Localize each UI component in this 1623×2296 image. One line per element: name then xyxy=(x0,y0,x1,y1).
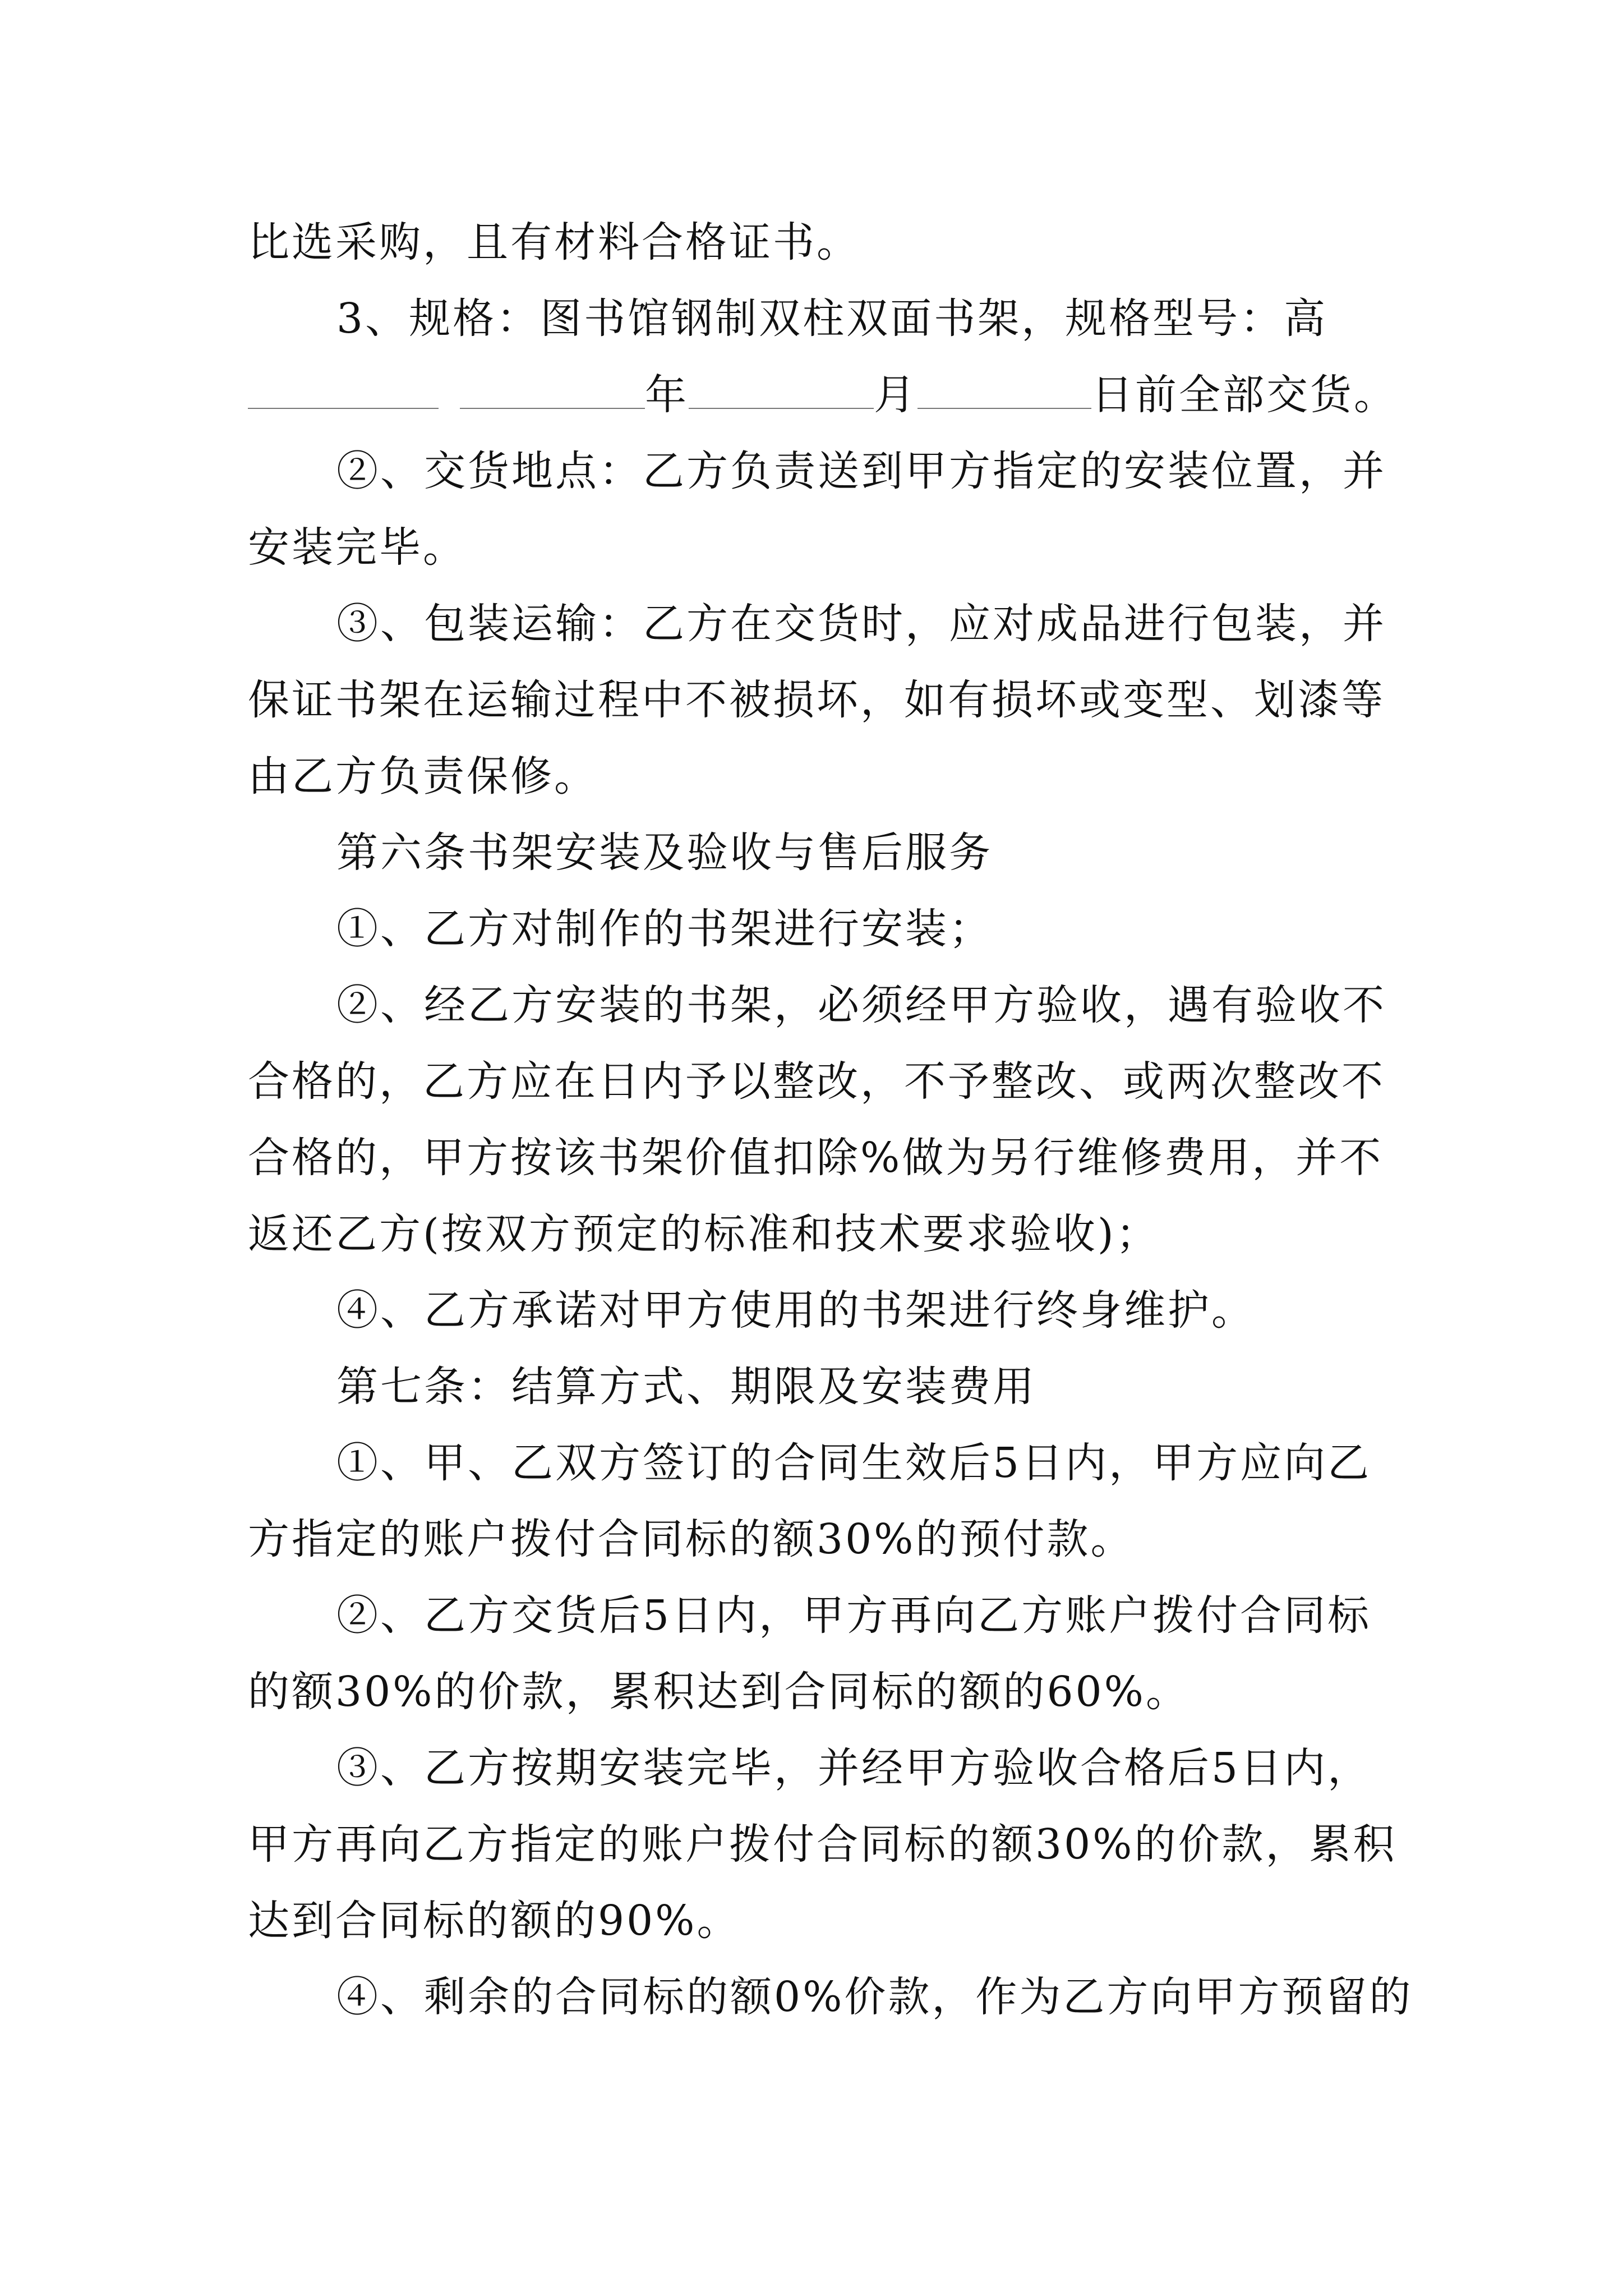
paragraph-line: ③、乙方按期安装完毕，并经甲方验收合格后5日内， xyxy=(336,1744,1372,1792)
paragraph-line: 甲方再向乙方指定的账户拨付合同标的额30%的价款，累积 xyxy=(248,1820,1397,1869)
paragraph-line: ③、包装运输：乙方在交货时，应对成品进行包装，并 xyxy=(336,600,1386,648)
delivery-date-line xyxy=(248,357,1398,433)
blank-field xyxy=(460,364,645,409)
paragraph-line: 方指定的账户拨付合同标的额30%的预付款。 xyxy=(248,1515,1135,1563)
month-label: 月 xyxy=(874,371,917,419)
paragraph-line: 安装完毕。 xyxy=(248,523,467,572)
paragraph-line: ④、乙方承诺对甲方使用的书架进行终身维护。 xyxy=(336,1286,1255,1335)
paragraph-line: 比选采购，且有材料合格证书。 xyxy=(248,218,860,266)
delivery-tail-text: 日前全部交货。 xyxy=(1091,371,1398,419)
paragraph-line: 保证书架在运输过程中不被损坏，如有损坏或变型、划漆等 xyxy=(248,676,1385,724)
paragraph-line: 由乙方负责保修。 xyxy=(248,752,598,800)
section-heading: 第七条：结算方式、期限及安装费用 xyxy=(336,1363,1036,1411)
paragraph-line: 合格的，乙方应在日内予以整改，不予整改、或两次整改不 xyxy=(248,1057,1385,1106)
paragraph-line: 返还乙方(按双方预定的标准和技术要求验收)； xyxy=(248,1210,1160,1258)
paragraph-line: ①、乙方对制作的书架进行安装； xyxy=(336,905,993,953)
section-heading: 第六条书架安装及验收与售后服务 xyxy=(336,829,993,877)
paragraph-line: 3、规格：图书馆钢制双柱双面书架，规格型号：高 xyxy=(336,295,1328,343)
blank-field xyxy=(689,364,874,409)
paragraph-line: 达到合同标的额的90%。 xyxy=(248,1897,741,1945)
paragraph-line: ②、经乙方安装的书架，必须经甲方验收，遇有验收不 xyxy=(336,981,1386,1029)
paragraph-line: ①、甲、乙双方签订的合同生效后5日内，甲方应向乙 xyxy=(336,1439,1372,1487)
paragraph-line: ②、交货地点：乙方负责送到甲方指定的安装位置，并 xyxy=(336,447,1386,495)
document-body xyxy=(248,204,1413,2035)
paragraph-line: 的额30%的价款，累积达到合同标的额的60%。 xyxy=(248,1668,1189,1716)
year-label: 年 xyxy=(645,371,689,419)
paragraph-line: ②、乙方交货后5日内，甲方再向乙方账户拨付合同标 xyxy=(336,1591,1372,1640)
blank-field xyxy=(917,364,1091,409)
paragraph-line: ④、剩余的合同标的额0%价款，作为乙方向甲方预留的 xyxy=(336,1973,1413,2021)
paragraph-line: 合格的，甲方按该书架价值扣除%做为另行维修费用，并不 xyxy=(248,1134,1384,1182)
blank-field xyxy=(248,364,439,409)
